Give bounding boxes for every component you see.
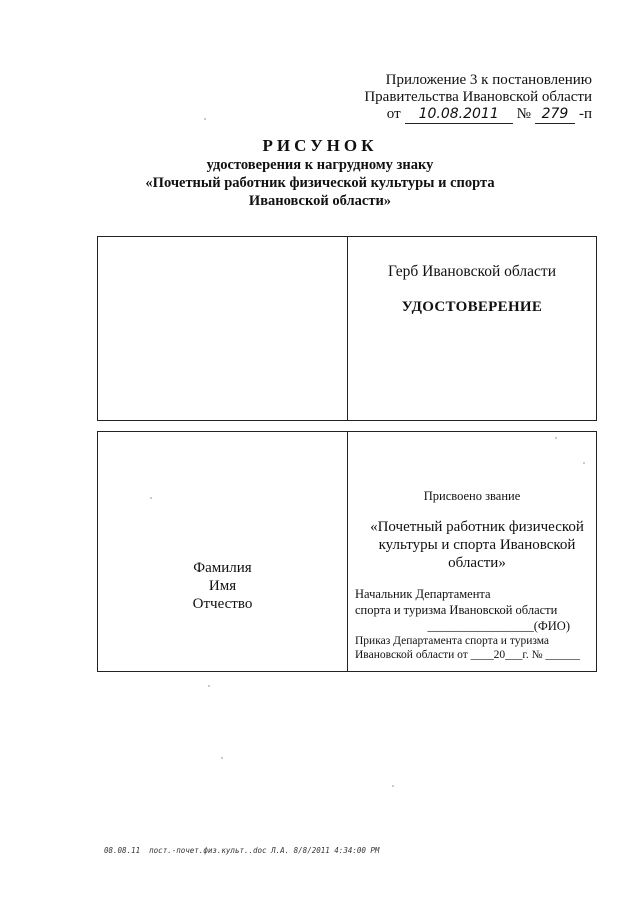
order-block	[355, 634, 592, 662]
coat-of-arms-label: Герб Ивановской области	[388, 263, 556, 280]
inner-left-panel	[98, 432, 347, 671]
annex-header	[364, 72, 592, 124]
scan-speck	[150, 497, 152, 499]
document-heading	[0, 136, 640, 210]
certificate-inner	[97, 431, 597, 672]
annex-date: 10.08.2011	[405, 106, 513, 124]
awarded-label: Присвоено звание	[423, 489, 521, 503]
order-line-1: Приказ Департамента спорта и туризма	[355, 635, 550, 647]
heading-line-2: «Почетный работник физической культуры и спорта	[145, 175, 495, 191]
signatory-line-2: спорта и туризма Ивановской области	[355, 603, 558, 617]
annex-number-label: №	[516, 106, 531, 122]
patronymic-label: Отчество	[192, 596, 253, 612]
annex-from-label: от	[386, 106, 401, 122]
annex-line-2: Правительства Ивановской области	[364, 89, 592, 105]
cover-left-panel	[98, 237, 347, 420]
inner-right-panel	[347, 432, 596, 671]
certificate-cover	[97, 236, 597, 421]
scan-speck	[208, 685, 210, 687]
heading-title: РИСУНОК	[262, 136, 378, 155]
scan-speck	[204, 118, 206, 120]
honorary-title-line-2: культуры и спорта Ивановской	[378, 537, 576, 553]
holder-name-block	[98, 559, 347, 613]
honorary-title-line-3: области»	[448, 555, 506, 571]
cover-right-panel	[347, 237, 596, 420]
honorary-title-line-1: «Почетный работник физической	[370, 519, 584, 535]
scan-speck	[221, 757, 223, 759]
certificate-name: УДОСТОВЕРЕНИЕ	[401, 299, 543, 315]
scan-speck	[555, 437, 557, 439]
surname-label: Фамилия	[193, 560, 252, 576]
honorary-title	[364, 518, 590, 572]
heading-line-1: удостоверения к нагрудному знаку	[206, 157, 434, 173]
scan-speck	[392, 785, 394, 787]
annex-suffix: -п	[578, 106, 592, 122]
name-label: Имя	[208, 578, 237, 594]
scan-speck	[583, 462, 585, 464]
annex-line-1: Приложение 3 к постановлению	[385, 72, 592, 88]
signatory-line-3: _________________(ФИО)	[427, 619, 570, 633]
order-line-2: Ивановской области от ____20___г. № ______	[355, 649, 580, 661]
heading-line-3: Ивановской области»	[248, 193, 392, 209]
annex-number: 279	[535, 106, 575, 124]
file-footer: 08.08.11 пост.-почет.физ.культ..doc Л.А. 8/8/2011 4:34:00 PM	[104, 846, 380, 855]
signatory-block	[355, 586, 592, 634]
signatory-line-1: Начальник Департамента	[355, 587, 491, 601]
annex-line-3	[364, 106, 592, 124]
